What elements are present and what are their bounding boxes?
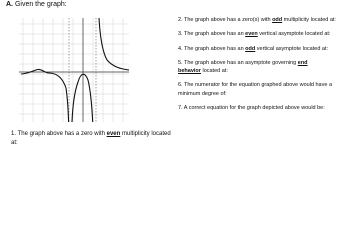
question-1 — [11, 130, 171, 148]
question-6: 6. The numerator for the equation graphed above would have a minimum degree of: — [178, 82, 333, 97]
section-heading — [6, 1, 67, 8]
question-1-suffix: multiplicity located at: — [11, 131, 171, 146]
question-3-suffix: vertical asymptote located at: — [257, 31, 331, 38]
question-4-emphasis: odd — [245, 45, 256, 52]
question-5-suffix: located at: — [200, 68, 228, 75]
question-2 — [178, 16, 346, 24]
question-1-prefix: 1. The graph above has a zero with — [11, 131, 107, 137]
question-3 — [178, 30, 346, 38]
function-graph — [19, 18, 129, 122]
question-5-prefix: 5. The graph above has an asymptote governing — [178, 59, 298, 66]
question-5-emphasis-behavior: behavior — [178, 68, 201, 75]
question-5-emphasis-end: end — [297, 59, 308, 66]
question-3-emphasis: even — [245, 31, 258, 38]
question-4-prefix: 4. The graph above has an — [178, 45, 246, 52]
section-prompt: Given the graph: — [14, 1, 67, 8]
question-5 — [178, 59, 346, 76]
question-7: 7. A correct equation for the graph depicted above would be: — [178, 105, 325, 112]
section-label: A. — [6, 1, 13, 8]
question-4 — [178, 45, 346, 53]
question-2-emphasis: odd — [272, 17, 283, 23]
question-3-prefix: 3. The graph above has an — [178, 31, 246, 38]
question-2-prefix: 2. The graph above has a zero(s) with — [178, 17, 273, 23]
question-list — [178, 16, 346, 118]
question-1-emphasis: even — [106, 131, 121, 137]
question-2-suffix: multiplicity located at: — [282, 17, 336, 23]
question-4-suffix: vertical asymptote located at: — [255, 45, 329, 52]
